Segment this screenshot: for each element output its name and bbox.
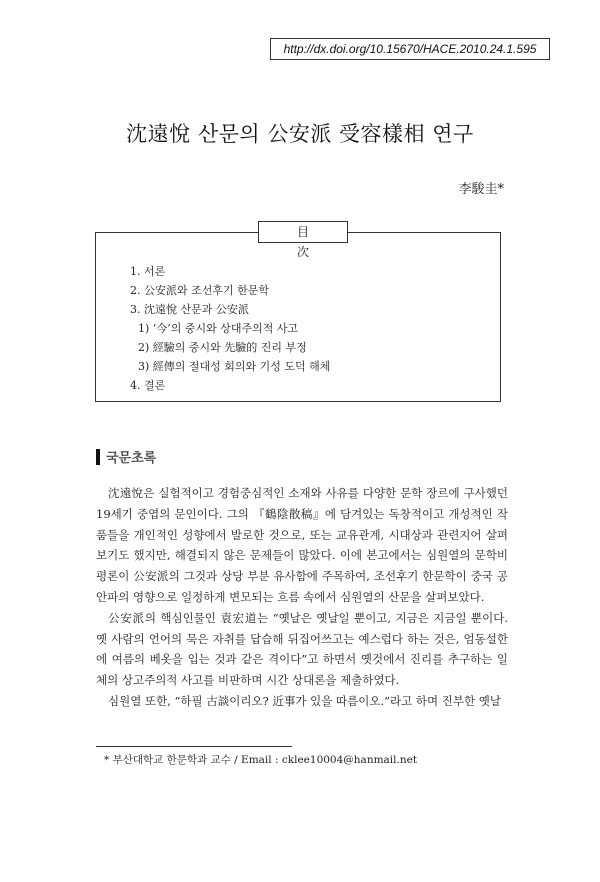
toc-item: 4. 결론 — [130, 379, 166, 392]
heading-marker-bar — [96, 449, 100, 465]
toc-item: 2) 經驗의 중시와 先驗的 진리 부정 — [138, 341, 307, 354]
doi-link[interactable]: http://dx.doi.org/10.15670/HACE.2010.24.1.595 — [270, 38, 550, 60]
toc-list — [130, 262, 330, 395]
toc-item: 1. 서론 — [130, 265, 166, 278]
toc-item: 3. 沈遠悅 산문과 公安派 — [130, 303, 249, 316]
paper-title: 沈遠悅 산문의 公安派 受容樣相 연구 — [126, 122, 474, 146]
toc-item: 1) ‘今’의 중시와 상대주의적 사고 — [138, 322, 299, 335]
abstract-body — [96, 483, 508, 712]
abstract-paragraph: 公安派의 핵심인물인 袁宏道는 “옛날은 옛날일 뿐이고, 지금은 지금일 뿐이다. 옛 사람의 언어의 묵은 자취를 답습해 뒤집어쓰고는 예스럽다 하는 것은, 엄동설한에 여름의 베옷을 입는 것과 같은 격이다”고 하면서 옛것에서 진리를 추구하는 일체의 상고주의적 사고를 비판하며 시간 상대론을 제출하였다. — [96, 610, 508, 688]
toc-item: 2. 公安派와 조선후기 한문학 — [130, 284, 269, 297]
abstract-heading — [96, 449, 156, 467]
abstract-paragraph: 심원열 또한, “하필 古談이리오? 近事가 있을 따름이오.”라고 하며 진부한 옛날 — [108, 693, 501, 708]
footnote-rule — [96, 746, 292, 747]
toc-item: 3) 經傳의 절대성 회의와 기성 도덕 해체 — [138, 360, 331, 373]
footnote: * 부산대학교 한문학과 교수 / Email : cklee10004@hanmail.net — [104, 754, 418, 766]
author-name: 李駿圭* — [458, 182, 504, 197]
abstract-paragraph: 沈遠悅은 실험적이고 경험중심적인 소재와 사유를 다양한 문학 장르에 구사했던 19세기 중엽의 문인이다. 그의 『鶴陰散稿』에 담겨있는 독창적이고 개성적인 작품들을 개인적인 성향에서 발로한 것으로, 또는 교유관계, 시대상과 관련지어 살펴보기도 했지만, 해결되지 않은 문제들이 많았다. 이에 본고에서는 심원열의 문학비평론이 公安派의 그것과 상당 부분 유사함에 주목하여, 조선후기 한문학이 중국 공안파의 영향으로 일정하게 변모되는 흐름 속에서 심원열의 산문을 살펴보았다. — [96, 486, 508, 604]
toc-label: 目 次 — [258, 221, 348, 243]
abstract-heading-text: 국문초록 — [106, 451, 157, 466]
